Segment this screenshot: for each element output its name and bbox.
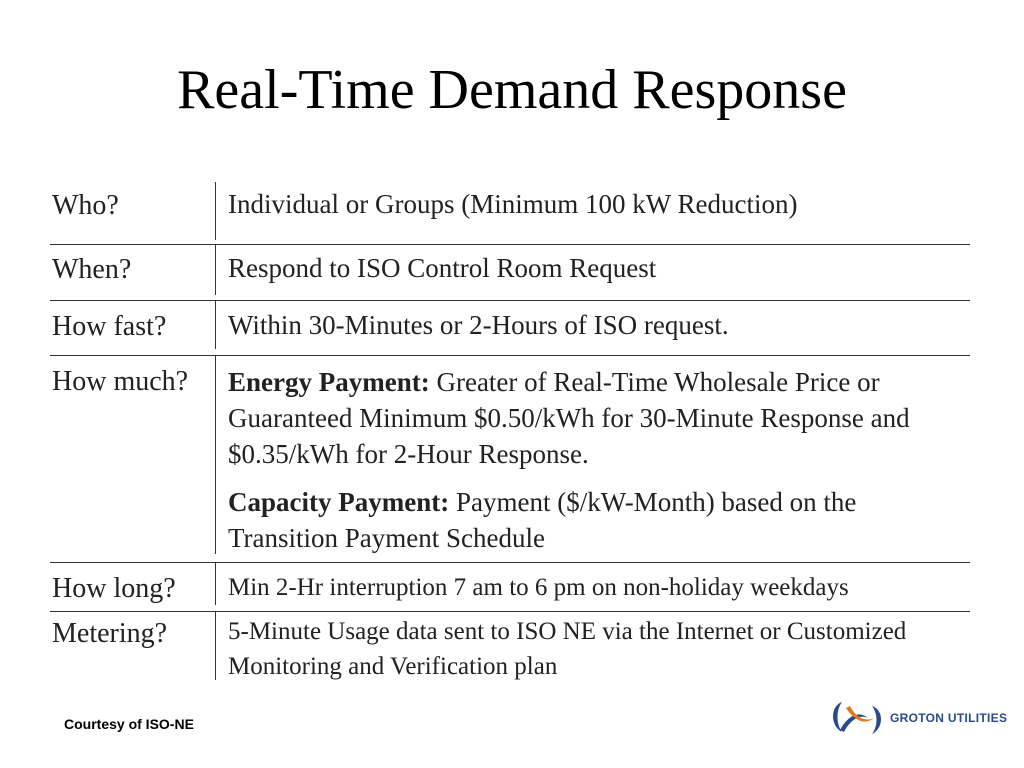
table-row <box>50 612 970 682</box>
groton-utilities-logo-icon <box>828 696 886 740</box>
slide-title: Real-Time Demand Response <box>177 59 847 121</box>
row-label-when: When? <box>50 245 216 295</box>
energy-payment-paragraph <box>228 364 970 472</box>
row-value-how-long: Min 2-Hr interruption 7 am to 6 pm on non-holiday weekdays <box>228 574 849 601</box>
row-value-how-much <box>216 356 970 562</box>
capacity-payment-paragraph <box>228 484 970 556</box>
row-value-who: Individual or Groups (Minimum 100 kW Reduction) <box>228 189 798 219</box>
row-label-metering: Metering? <box>50 612 216 680</box>
row-value-when: Respond to ISO Control Room Request <box>228 253 657 283</box>
energy-payment-text: Greater of Real-Time Wholesale Price or Guaranteed Minimum $0.50/kWh for 30-Minute Response and $0.35/kWh for 2-Hour Response. <box>228 367 910 469</box>
capacity-payment-text: Payment ($/kW-Month) based on the Transition Payment Schedule <box>228 487 857 553</box>
company-logo <box>828 696 1007 740</box>
info-table <box>50 182 970 682</box>
footer-credit: Courtesy of ISO-NE <box>64 716 194 732</box>
row-value-metering: 5-Minute Usage data sent to ISO NE via the Internet or Customized Monitoring and Verification plan <box>228 618 907 680</box>
row-label-how-much: How much? <box>50 356 216 554</box>
capacity-payment-heading: Capacity Payment: <box>228 487 450 517</box>
row-label-how-fast: How fast? <box>50 301 216 349</box>
table-row <box>50 356 970 563</box>
row-value-how-fast: Within 30-Minutes or 2-Hours of ISO request. <box>228 310 729 340</box>
row-label-how-long: How long? <box>50 563 216 605</box>
table-row <box>50 182 970 245</box>
table-row <box>50 301 970 356</box>
table-row <box>50 245 970 301</box>
row-label-who: Who? <box>50 182 216 240</box>
table-row <box>50 563 970 612</box>
logo-text: GROTON UTILITIES <box>890 711 1008 725</box>
energy-payment-heading: Energy Payment: <box>228 367 430 397</box>
